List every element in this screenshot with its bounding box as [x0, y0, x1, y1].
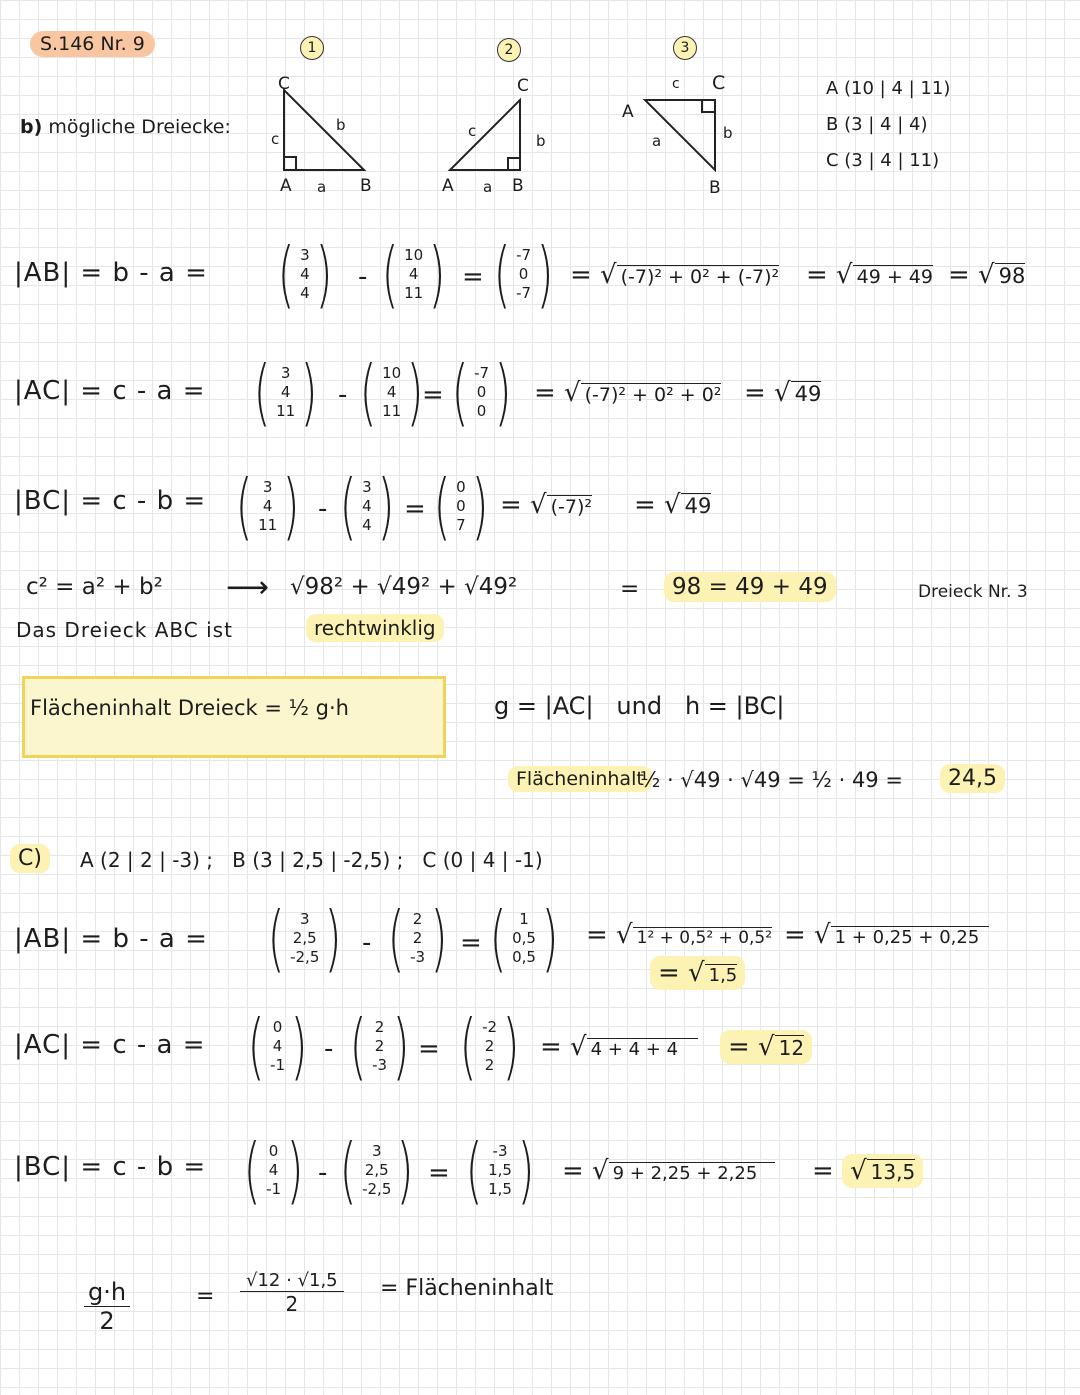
c-bc-minus: - — [318, 1158, 329, 1188]
part-b-heading — [20, 116, 231, 138]
triangle-2-side-bottom: a — [483, 178, 493, 196]
b-ab-eq: = — [462, 262, 485, 292]
b-bc-vector-result: ( 0 0 7 ) — [433, 464, 489, 548]
c-ab-vector-b: ( 3 2,5 -2,5 ) — [267, 896, 342, 980]
c-ac-eq: = — [418, 1034, 441, 1064]
triangle-1-number: 1 — [300, 36, 324, 60]
conclusion-rechtwinklig: rechtwinklig — [306, 616, 444, 640]
c-bc-root: = √ 9 + 2,25 + 2,25 — [562, 1156, 775, 1186]
c-bc-eq: = — [428, 1158, 451, 1188]
triangle-1-side-hyp: b — [336, 116, 346, 134]
final-rhs: = Flächeninhalt — [380, 1276, 554, 1301]
b-ab-root3: = √ 98 — [948, 260, 1026, 290]
pythagoras-result: 98 = 49 + 49 — [664, 574, 836, 600]
b-ab-lhs: |AB| = b - a = — [14, 258, 208, 288]
triangle-2-side-left: c — [468, 122, 477, 140]
b-ab-root2: = √ 49 + 49 — [806, 260, 933, 290]
triangle-3-vertex-a: A — [622, 102, 634, 122]
c-ac-lhs: |AC| = c - a = — [14, 1030, 206, 1060]
c-ab-minus: - — [362, 928, 373, 958]
triangle-1-side-left: c — [271, 130, 280, 148]
area-formula-text: Flächeninhalt Dreieck = ½ g·h — [30, 696, 349, 720]
c-ab-root3: = √ 1,5 — [650, 958, 745, 988]
triangle-3-side-right: b — [723, 124, 733, 142]
c-ab-root2: = √ 1 + 0,25 + 0,25 — [784, 920, 989, 950]
pythagoras-formula: c² = a² + b² — [26, 574, 163, 600]
conclusion-text: Das Dreieck ABC ist — [16, 618, 233, 642]
pythagoras-terms: √98² + √49² + √49² — [290, 574, 518, 600]
c-ab-eq: = — [460, 928, 483, 958]
area-calculation: ½ · √49 · √49 = ½ · 49 = — [640, 768, 903, 792]
final-equals: = — [196, 1284, 215, 1309]
b-ac-lhs: |AC| = c - a = — [14, 376, 206, 406]
b-ac-minus: - — [338, 380, 349, 410]
triangle-2-number: 2 — [497, 38, 521, 62]
c-bc-vector-result: ( -3 1,5 1,5 ) — [465, 1128, 535, 1212]
c-ac-vector-a: ( 2 2 -3 ) — [349, 1004, 410, 1088]
part-b-text: mögliche Dreiecke: — [48, 116, 231, 138]
b-ab-root: = √ (-7)² + 0² + (-7)² — [570, 260, 780, 290]
triangle-2-vertex-a: A — [442, 176, 454, 196]
point-a: A (10 | 4 | 11) — [826, 78, 951, 99]
page-reference: S.146 Nr. 9 — [30, 33, 155, 55]
point-c: C (3 | 4 | 11) — [826, 150, 940, 171]
triangle-1-vertex-b: B — [360, 176, 372, 196]
part-c-label: C) — [10, 846, 50, 871]
c-bc-vector-b: ( 3 2,5 -2,5 ) — [339, 1128, 414, 1212]
b-ab-vector-result: ( -7 0 -7 ) — [493, 232, 554, 316]
b-bc-lhs: |BC| = c - b = — [14, 486, 207, 516]
pythagoras-equals: = — [620, 576, 640, 602]
c-ac-minus: - — [324, 1034, 335, 1064]
triangle-3-vertex-top: C — [712, 72, 726, 94]
pythagoras-triangle-choice: Dreieck Nr. 3 — [918, 582, 1028, 602]
point-b: B (3 | 4 | 4) — [826, 114, 928, 135]
c-ac-root2: = √ 12 — [720, 1032, 812, 1062]
c-ac-root: = √ 4 + 4 + 4 — [540, 1032, 698, 1062]
b-bc-eq: = — [404, 494, 427, 524]
triangle-1-vertex-top: C — [278, 74, 290, 94]
area-result: 24,5 — [940, 766, 1005, 791]
b-bc-vector-b: ( 3 4 4 ) — [339, 464, 395, 548]
final-fraction: $\frac{√12 \cdot √1,5}{2}$ — [240, 1270, 344, 1316]
b-ac-vector-a: ( 10 4 11 ) — [359, 350, 424, 434]
final-gh-over-2: $\frac{g\cdot h}{2}$ — [84, 1278, 130, 1335]
b-ab-vector-a: ( 10 4 11 ) — [381, 232, 446, 316]
c-ab-vector-a: ( 2 2 -3 ) — [387, 896, 448, 980]
b-bc-root2: = √ 49 — [634, 490, 712, 520]
b-ac-vector-c: ( 3 4 11 ) — [253, 350, 318, 434]
pythagoras-arrow: ⟶ — [226, 570, 270, 605]
triangle-3-side-top: c — [672, 76, 680, 92]
c-ac-vector-result: ( -2 2 2 ) — [459, 1004, 520, 1088]
triangle-2-vertex-b: B — [512, 176, 524, 196]
c-bc-lhs: |BC| = c - b = — [14, 1152, 207, 1182]
b-bc-root: = √ (-7)² — [500, 490, 593, 520]
triangle-1-vertex-a: A — [280, 176, 292, 196]
triangle-3-side-mid: a — [652, 132, 662, 150]
triangle-2-vertex-top: C — [517, 76, 529, 96]
triangle-3-number: 3 — [673, 36, 697, 60]
b-bc-minus: - — [318, 494, 329, 524]
b-ac-root: = √ (-7)² + 0² + 0² — [534, 378, 722, 408]
b-ac-vector-result: ( -7 0 0 ) — [451, 350, 512, 434]
c-bc-vector-c: ( 0 4 -1 ) — [243, 1128, 304, 1212]
triangle-2-side-hyp: b — [536, 132, 546, 150]
b-ab-vector-b: ( 3 4 4 ) — [277, 232, 333, 316]
area-label: Flächeninhalt — [508, 768, 652, 790]
c-ab-lhs: |AB| = b - a = — [14, 924, 208, 954]
triangle-1-side-bottom: a — [317, 178, 327, 196]
part-c-points: A (2 | 2 | -3) ; B (3 | 2,5 | -2,5) ; C (0 | 4 | -1) — [80, 848, 543, 872]
b-ac-eq: = — [422, 380, 445, 410]
c-bc-root2: = √ 13,5 — [812, 1156, 923, 1186]
triangle-3-vertex-b: B — [709, 178, 721, 198]
b-ab-minus: - — [358, 262, 369, 292]
g-h-definition: g = |AC| und h = |BC| — [494, 692, 785, 720]
c-ab-root: = √ 1² + 0,5² + 0,5² — [586, 920, 773, 950]
b-bc-vector-c: ( 3 4 11 ) — [235, 464, 300, 548]
c-ac-vector-c: ( 0 4 -1 ) — [247, 1004, 308, 1088]
part-b-label: b) — [20, 116, 43, 138]
c-ab-vector-result: ( 1 0,5 0,5 ) — [489, 896, 559, 980]
b-ac-root2: = √ 49 — [744, 378, 822, 408]
